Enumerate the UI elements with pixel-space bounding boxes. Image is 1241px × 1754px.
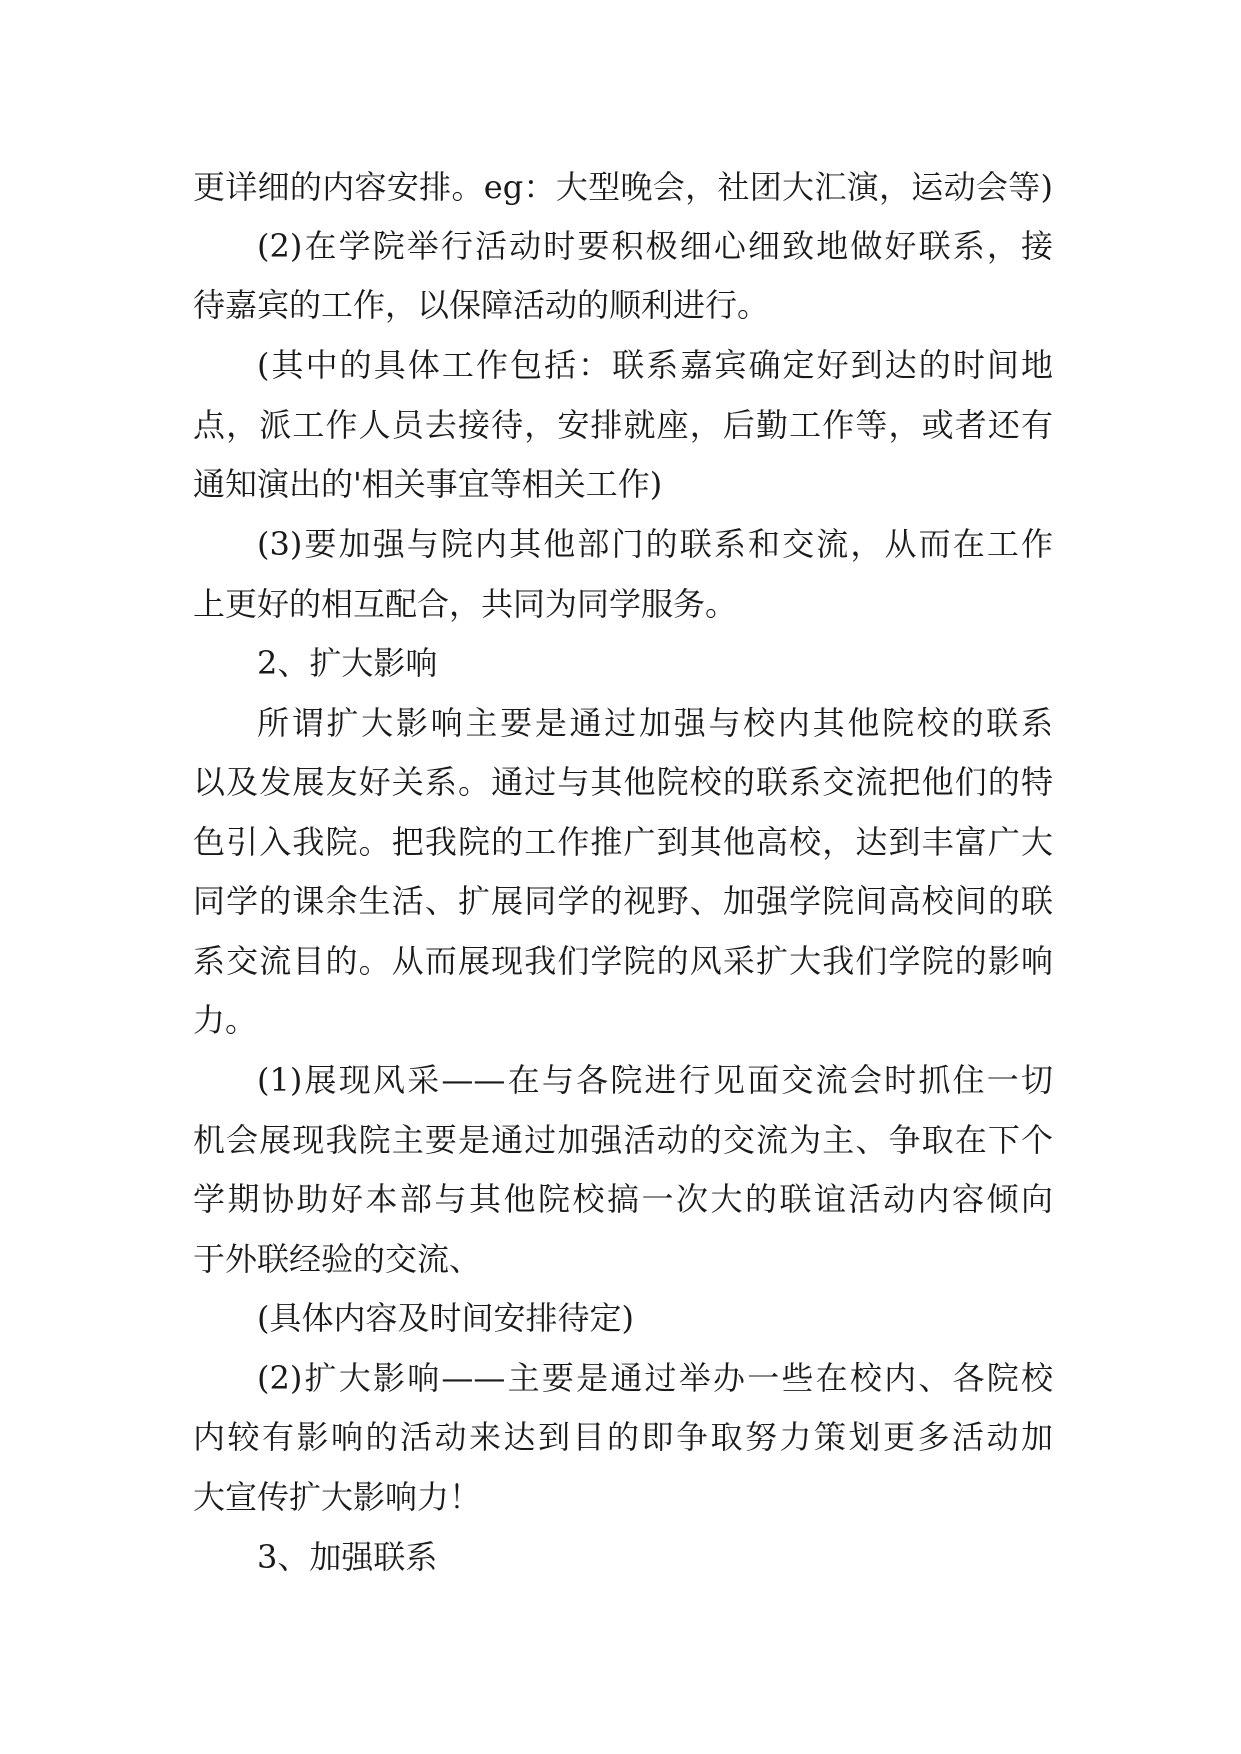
text-line: 大宣传扩大影响力！ [193,1478,482,1516]
text-line: 待嘉宾的工作，以保障活动的顺利进行。 [193,286,770,324]
text-line: 点，派工作人员去接待，安排就座，后勤工作等，或者还有 [193,406,1053,444]
text-line: 学期协助好本部与其他院校搞一次大的联谊活动内容倾向 [193,1180,1053,1218]
text-line: 内较有影响的活动来达到目的即争取努力策划更多活动加 [193,1418,1053,1456]
text-line: (2)在学院举行活动时要积极细心细致地做好联系，接 [257,227,1053,265]
text-line: (2)扩大影响——主要是通过举办一些在校内、各院校 [257,1359,1053,1397]
text-line: 所谓扩大影响主要是通过加强与校内其他院校的联系 [257,704,1053,742]
section-heading: 2、扩大影响 [257,644,438,682]
text-line: (1)展现风采——在与各院进行见面交流会时抓住一切 [257,1061,1053,1099]
section-heading: 3、加强联系 [257,1538,438,1576]
text-line: 机会展现我院主要是通过加强活动的交流为主、争取在下个 [193,1121,1053,1159]
text-line: 色引入我院。把我院的工作推广到其他高校，达到丰富广大 [193,823,1053,861]
text-line: 同学的课余生活、扩展同学的视野、加强学院间高校间的联 [193,882,1053,920]
text-line: (3)要加强与院内其他部门的联系和交流，从而在工作 [257,525,1053,563]
text-line: 以及发展友好关系。通过与其他院校的联系交流把他们的特 [193,763,1053,801]
text-line: 上更好的相互配合，共同为同学服务。 [193,585,738,623]
text-line: 力。 [193,1001,258,1039]
text-line: 于外联经验的交流、 [193,1240,482,1278]
text-line: 更详细的内容安排。eg：大型晚会，社团大汇演，运动会等) [193,168,1053,206]
text-line: 通知演出的'相关事宜等相关工作) [193,465,663,503]
text-line: (具体内容及时间安排待定) [257,1299,634,1337]
text-line: 系交流目的。从而展现我们学院的风采扩大我们学院的影响 [193,942,1053,980]
text-line: (其中的具体工作包括：联系嘉宾确定好到达的时间地 [257,346,1053,384]
